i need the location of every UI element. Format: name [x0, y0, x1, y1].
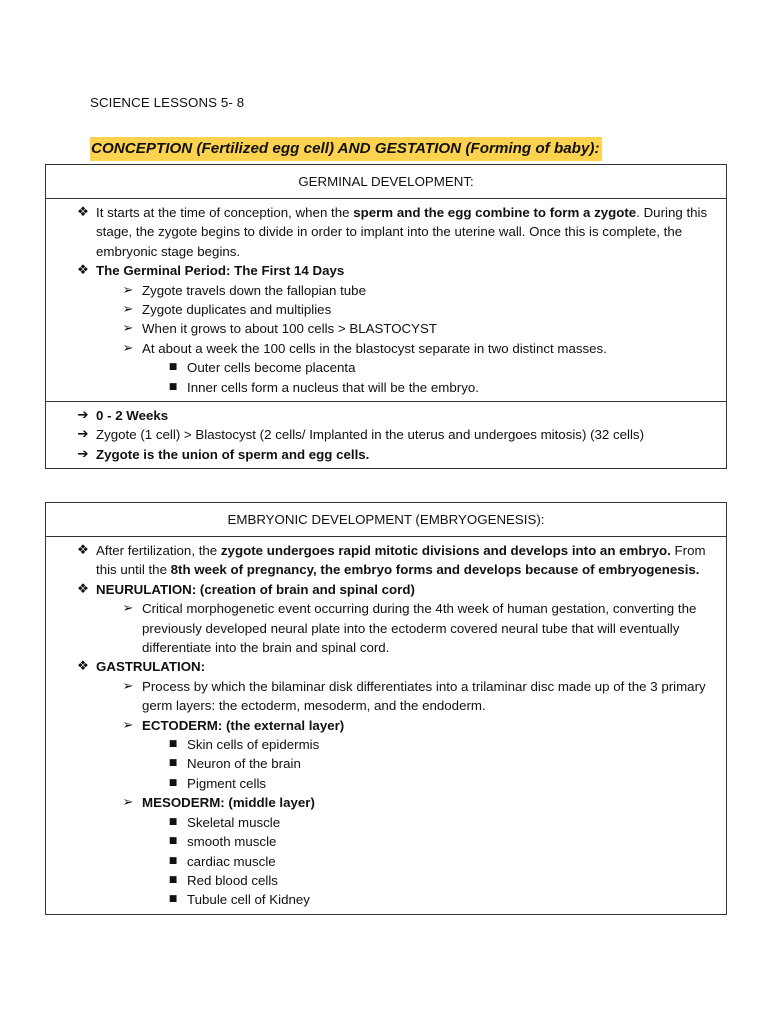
diamond-bullet-icon: ❖ — [77, 659, 89, 675]
embryonic-header: EMBRYONIC DEVELOPMENT (EMBRYOGENESIS): — [46, 503, 726, 537]
list-item: ➢ MESODERM: (middle layer) — [46, 793, 716, 812]
diamond-bullet-icon: ❖ — [77, 543, 89, 558]
list-item: ■ smooth muscle — [46, 832, 716, 851]
list-item: ➢ Zygote duplicates and multiplies — [46, 300, 716, 319]
square-bullet-icon: ■ — [168, 894, 178, 905]
page-heading: SCIENCE LESSONS 5- 8 — [90, 95, 245, 110]
list-item: ■ Red blood cells — [46, 871, 716, 890]
list-item: ■ Pigment cells — [46, 774, 716, 793]
list-item: ■ Skeletal muscle — [46, 813, 716, 832]
list-item: ➢ ECTODERM: (the external layer) — [46, 716, 716, 735]
list-item: ❖ It starts at the time of conception, when the sperm and the egg combine to form a zygote. During this stage, the zygote begins to divide in order to implant into the uterine wall. Once this is complete, the embryonic stage begins. — [46, 203, 716, 261]
arrowhead-bullet-icon: ➢ — [122, 340, 134, 356]
diamond-bullet-icon: ❖ — [77, 581, 89, 597]
list-item: ■ Outer cells become placenta — [46, 358, 716, 377]
list-item: ➔ Zygote is the union of sperm and egg cells. — [46, 445, 716, 464]
list-item: ➢ When it grows to about 100 cells > BLASTOCYST — [46, 319, 716, 338]
list-item: ➢ At about a week the 100 cells in the blastocyst separate in two distinct masses. — [46, 339, 716, 358]
square-bullet-icon: ■ — [168, 758, 178, 769]
square-bullet-icon: ■ — [168, 381, 178, 392]
diamond-bullet-icon: ❖ — [77, 263, 89, 279]
square-bullet-icon: ■ — [168, 362, 178, 373]
list-item: ■ Tubule cell of Kidney — [46, 890, 716, 909]
list-item: ❖ NEURULATION: (creation of brain and spinal cord) — [46, 580, 716, 599]
list-item: ❖ GASTRULATION: — [46, 657, 716, 676]
square-bullet-icon: ■ — [168, 739, 178, 750]
list-item: ■ Inner cells form a nucleus that will be the embryo. — [46, 378, 716, 397]
germinal-development-box — [45, 164, 727, 469]
arrowhead-bullet-icon: ➢ — [122, 601, 134, 617]
germinal-header: GERMINAL DEVELOPMENT: — [46, 165, 726, 199]
arrow-bullet-icon: ➔ — [77, 408, 89, 424]
arrowhead-bullet-icon: ➢ — [122, 302, 134, 318]
list-item: ■ cardiac muscle — [46, 852, 716, 871]
list-item: ➔ 0 - 2 Weeks — [46, 406, 716, 425]
square-bullet-icon: ■ — [168, 816, 178, 827]
germinal-notes — [46, 199, 726, 401]
diamond-bullet-icon: ❖ — [77, 205, 89, 220]
arrow-bullet-icon: ➔ — [77, 446, 89, 462]
square-bullet-icon: ■ — [168, 777, 178, 788]
arrow-bullet-icon: ➔ — [77, 427, 89, 443]
list-item: ■ Skin cells of epidermis — [46, 735, 716, 754]
list-item: ■ Neuron of the brain — [46, 754, 716, 773]
highlighted-title: CONCEPTION (Fertilized egg cell) AND GESTATION (Forming of baby): — [90, 137, 602, 161]
arrowhead-bullet-icon: ➢ — [122, 321, 134, 337]
list-item: ❖ After fertilization, the zygote undergoes rapid mitotic divisions and develops into an embryo. From this until the 8th week of pregnancy, the embryo forms and develops because of embryogenesis. — [46, 541, 716, 580]
square-bullet-icon: ■ — [168, 836, 178, 847]
list-item: ➢ Process by which the bilaminar disk differentiates into a trilaminar disc made up of the 3 primary germ layers: the ectoderm, mesoderm, and the endoderm. — [46, 677, 716, 716]
arrowhead-bullet-icon: ➢ — [122, 717, 134, 733]
list-item: ❖ The Germinal Period: The First 14 Days — [46, 261, 716, 280]
square-bullet-icon: ■ — [168, 855, 178, 866]
list-item: ➢ Critical morphogenetic event occurring during the 4th week of human gestation, converting the previously developed neural plate into the ectoderm covered neural tube that will eventually differentiate into the brain and spinal cord. — [46, 599, 716, 657]
germinal-facts — [46, 401, 726, 468]
arrowhead-bullet-icon: ➢ — [122, 795, 134, 811]
arrowhead-bullet-icon: ➢ — [122, 678, 134, 694]
embryonic-development-box — [45, 502, 727, 915]
embryonic-notes — [46, 537, 726, 914]
arrowhead-bullet-icon: ➢ — [122, 282, 134, 298]
square-bullet-icon: ■ — [168, 874, 178, 885]
list-item: ➔ Zygote (1 cell) > Blastocyst (2 cells/ Implanted in the uterus and undergoes mitosis) (32 cells) — [46, 425, 716, 444]
list-item: ➢ Zygote travels down the fallopian tube — [46, 281, 716, 300]
